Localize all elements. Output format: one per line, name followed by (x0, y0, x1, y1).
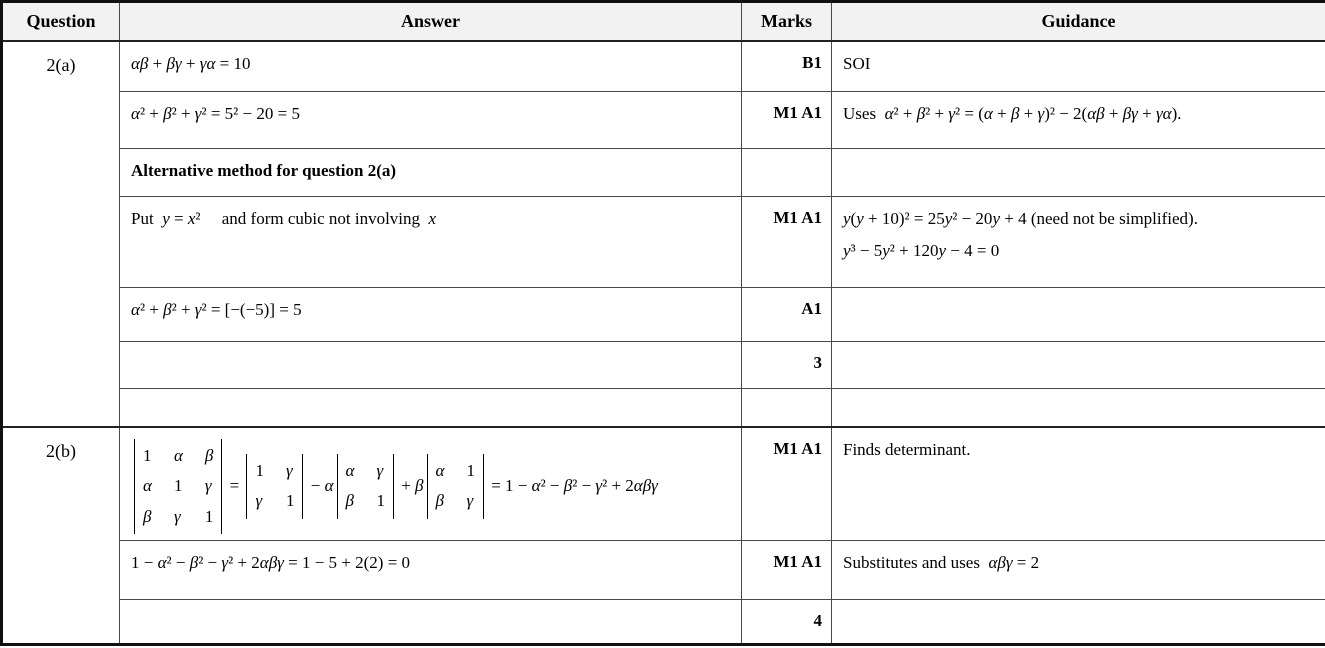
guidance-cell (832, 92, 1325, 149)
math-segment: α² + β² + γ² = 5² − 20 = 5 (131, 104, 300, 123)
bold-text-segment: Alternative method for question 2(a) (131, 161, 397, 180)
table-row (2, 427, 1325, 541)
math-segment: y³ − 5y² + 120y − 4 = 0 (843, 240, 1000, 260)
guidance-cell (832, 541, 1325, 600)
header-row (2, 2, 1325, 41)
matrix-entry: γ (285, 460, 293, 480)
table-row (2, 288, 1325, 342)
marks-cell: B1 (742, 41, 832, 92)
matrix-entry: γ (173, 506, 181, 526)
content-line (131, 208, 731, 231)
table-row (2, 92, 1325, 149)
matrix-entry: 1 (255, 460, 264, 480)
table-row (2, 541, 1325, 600)
math-segment: = (225, 475, 244, 495)
content-line (131, 299, 731, 322)
content-line (131, 53, 731, 76)
matrix-entry: α (345, 460, 355, 480)
content-line (843, 240, 1315, 263)
header-question: Question (2, 2, 120, 41)
content-line (131, 552, 731, 575)
determinant-matrix (246, 454, 303, 519)
content-line (843, 552, 1315, 575)
matrix-entry: β (345, 491, 354, 511)
text-segment: SOI (843, 53, 871, 73)
text-segment: and form cubic not involving (200, 209, 429, 228)
marks-cell (742, 149, 832, 197)
guidance-cell (832, 197, 1325, 288)
guidance-cell (832, 288, 1325, 342)
table-row (2, 389, 1325, 427)
content-line (131, 103, 731, 126)
matrix-entry: β (435, 491, 444, 511)
question-cell: 2(b) (2, 427, 120, 645)
determinant-matrix (337, 454, 394, 519)
guidance-cell (832, 342, 1325, 389)
answer-cell (120, 92, 742, 149)
marks-cell (742, 389, 832, 427)
matrix-entry: 1 (285, 491, 295, 511)
header-marks: Marks (742, 2, 832, 41)
text-segment: (need not be simplified). (1026, 209, 1198, 228)
math-segment: x (428, 209, 437, 228)
answer-cell (120, 541, 742, 600)
text-segment: Substitutes and uses (843, 553, 989, 573)
content-line (131, 439, 731, 535)
content-line (843, 103, 1315, 126)
math-segment: αβ + βγ + γα = 10 (131, 53, 251, 73)
marks-cell: M1 A1 (742, 92, 832, 149)
matrix-entry: γ (376, 460, 384, 480)
guidance-cell (832, 600, 1325, 645)
math-segment: α² + β² + γ² = [−(−5)] = 5 (131, 300, 302, 319)
content-line (843, 53, 1315, 76)
marks-cell: A1 (742, 288, 832, 342)
text-segment: . (1177, 104, 1182, 123)
matrix-entry: β (204, 445, 214, 465)
matrix-entry: β (143, 506, 152, 526)
table-row (2, 149, 1325, 197)
math-segment: α² + β² + γ² = (α + β + γ)² − 2(αβ + βγ + γα) (884, 104, 1178, 123)
answer-cell (120, 600, 742, 645)
text-segment: Uses (843, 104, 885, 123)
matrix-entry: 1 (376, 491, 385, 511)
table-row (2, 600, 1325, 645)
matrix-entry: α (173, 445, 183, 465)
matrix-entry: α (435, 460, 445, 480)
table-row (2, 41, 1325, 92)
matrix-entry: α (143, 476, 152, 496)
guidance-cell (832, 389, 1325, 427)
table-row (2, 342, 1325, 389)
math-segment: + β (396, 475, 424, 495)
content-line (131, 160, 731, 183)
answer-cell (120, 389, 742, 427)
matrix-entry: 1 (204, 506, 214, 526)
math-segment: − α (306, 475, 334, 495)
content-line (843, 208, 1315, 231)
header-guidance: Guidance (832, 2, 1325, 41)
answer-cell (120, 41, 742, 92)
matrix-entry: γ (255, 491, 263, 511)
marks-cell: M1 A1 (742, 427, 832, 541)
answer-cell (120, 427, 742, 541)
determinant-matrix (134, 439, 222, 535)
text-segment: Finds determinant. (843, 439, 971, 459)
matrix-entry: 1 (173, 476, 183, 496)
matrix-entry: γ (204, 476, 212, 496)
math-segment: y(y + 10)² = 25y² − 20y + 4 (843, 209, 1027, 228)
math-segment: 1 − α² − β² − γ² + 2αβγ = 1 − 5 + 2(2) = 0 (131, 553, 411, 573)
question-cell: 2(a) (2, 41, 120, 427)
table-body (2, 41, 1325, 645)
marks-cell: 3 (742, 342, 832, 389)
matrix-entry: 1 (143, 445, 152, 465)
marks-cell: M1 A1 (742, 197, 832, 288)
answer-cell (120, 342, 742, 389)
text-segment: Put (131, 209, 163, 228)
answer-cell (120, 288, 742, 342)
header-answer: Answer (120, 2, 742, 41)
guidance-cell (832, 427, 1325, 541)
guidance-cell (832, 149, 1325, 197)
table-row (2, 197, 1325, 288)
math-segment: = 1 − α² − β² − γ² + 2αβγ (486, 475, 658, 495)
guidance-cell (832, 41, 1325, 92)
math-segment: y = x² (162, 209, 201, 228)
matrix-entry: γ (466, 491, 474, 511)
answer-cell (120, 149, 742, 197)
math-segment: αβγ = 2 (988, 553, 1040, 573)
matrix-entry: 1 (466, 460, 475, 480)
content-line (843, 439, 1315, 462)
determinant-matrix (427, 454, 484, 519)
marks-cell: 4 (742, 600, 832, 645)
answer-cell (120, 197, 742, 288)
marks-cell: M1 A1 (742, 541, 832, 600)
